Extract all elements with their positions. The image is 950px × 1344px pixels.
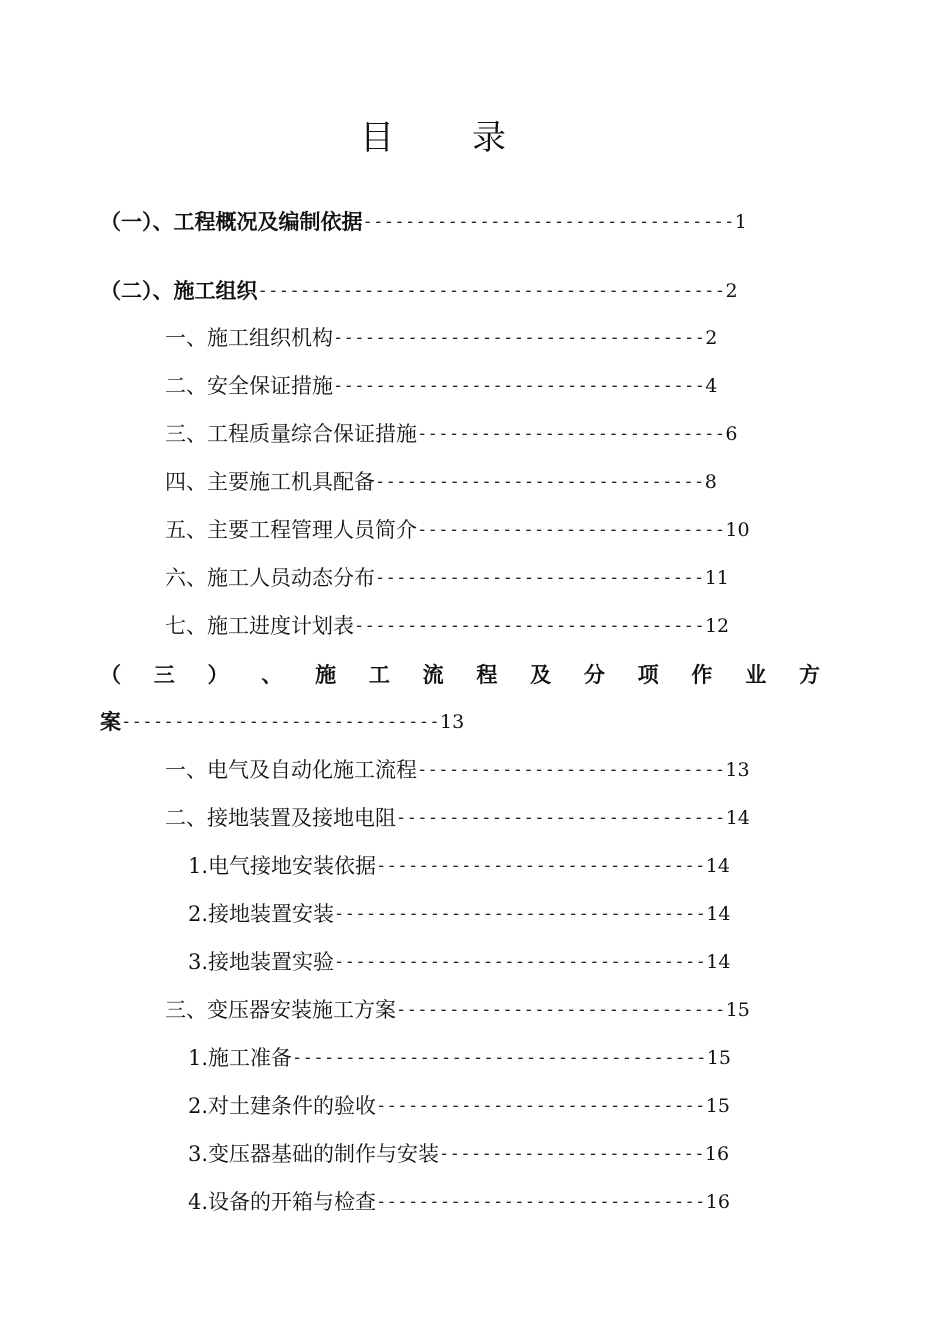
toc-page-number: 15 [705, 1095, 730, 1117]
toc-page-number: 10 [725, 519, 750, 541]
heading-char: 项 [637, 663, 659, 687]
toc-entry-3-3[interactable] [165, 995, 835, 1025]
toc-entry-2-5[interactable] [165, 515, 835, 545]
toc-leader: ----------------------------- [417, 760, 726, 780]
toc-leader: --------------------------------------- [292, 1048, 707, 1068]
toc-page-number: 16 [704, 1143, 730, 1165]
toc-label: 案 [100, 710, 121, 734]
toc-label: 1.电气接地安装依据 [188, 854, 377, 878]
toc-label: 1.施工准备 [188, 1046, 293, 1070]
toc-label: 4.设备的开箱与检查 [188, 1190, 377, 1214]
toc-leader: ------------------------- [439, 1144, 705, 1164]
toc-entry-section-2[interactable] [100, 276, 820, 306]
title-char-1: 目 [360, 118, 394, 158]
heading-char: 方 [798, 663, 820, 687]
toc-label: 3.接地装置实验 [188, 950, 335, 974]
toc-entry-2-7[interactable] [165, 611, 835, 641]
toc-label: 六、施工人员动态分布 [165, 566, 375, 590]
toc-label: 2.接地装置安装 [188, 902, 335, 926]
toc-page-number: 15 [706, 1047, 731, 1069]
toc-label: 二、接地装置及接地电阻 [165, 806, 396, 830]
heading-char: 、 [261, 663, 283, 687]
title-char-2: 录 [472, 118, 506, 158]
toc-label: 三、变压器安装施工方案 [165, 998, 396, 1022]
toc-page-number: 15 [725, 999, 750, 1021]
toc-entry-3-2-2[interactable] [188, 899, 835, 929]
toc-leader: ------------------------------- [375, 472, 705, 492]
heading-char: 程 [476, 663, 498, 687]
toc-entry-3-3-2[interactable] [188, 1091, 835, 1121]
toc-entry-2-4[interactable] [165, 467, 825, 497]
toc-entry-3-2-1[interactable] [188, 851, 835, 881]
toc-leader: ------------------------------ [121, 712, 441, 732]
toc-label: 四、主要施工机具配备 [165, 470, 375, 494]
page-title [360, 118, 540, 158]
toc-entry-2-6[interactable] [165, 563, 835, 593]
toc-page-number: 6 [725, 423, 738, 445]
toc-leader: ----------------------------------- [334, 904, 707, 924]
heading-char: 分 [583, 663, 605, 687]
toc-entry-section-1[interactable] [100, 207, 820, 237]
toc-label: 三、工程质量综合保证措施 [165, 422, 417, 446]
toc-page-number: 13 [725, 759, 750, 781]
heading-char: 三 [153, 663, 175, 687]
toc-entry-section-3-line2[interactable] [100, 707, 600, 737]
heading-char: 施 [315, 663, 337, 687]
heading-char: ） [207, 663, 229, 687]
toc-leader: --------------------------------- [354, 616, 705, 636]
toc-label: 2.对土建条件的验收 [188, 1094, 377, 1118]
toc-page-number: 14 [725, 807, 750, 829]
heading-char: 及 [530, 663, 552, 687]
toc-label: 七、施工进度计划表 [165, 614, 354, 638]
toc-page-number: 16 [705, 1191, 730, 1213]
heading-char: 作 [691, 663, 713, 687]
toc-leader: ----------------------------------- [333, 328, 706, 348]
toc-leader: ------------------------------- [396, 1000, 726, 1020]
toc-leader: ----------------------------------- [333, 376, 706, 396]
toc-entry-3-3-1[interactable] [188, 1043, 835, 1073]
toc-label: 二、安全保证措施 [165, 374, 333, 398]
toc-entry-2-1[interactable] [165, 323, 825, 353]
toc-entry-3-3-3[interactable] [188, 1139, 835, 1169]
toc-entry-2-2[interactable] [165, 371, 825, 401]
toc-leader: ------------------------------- [376, 856, 706, 876]
toc-label: （二）、施工组织 [100, 279, 258, 303]
toc-leader: ------------------------------- [375, 568, 705, 588]
toc-page-number: 2 [705, 327, 718, 349]
toc-page-number: 11 [704, 567, 729, 589]
heading-char: 流 [422, 663, 444, 687]
toc-page-number: 14 [706, 951, 731, 973]
toc-entry-3-2[interactable] [165, 803, 835, 833]
toc-label: 一、施工组织机构 [165, 326, 333, 350]
toc-entry-2-3[interactable] [165, 419, 835, 449]
heading-char: 工 [368, 663, 390, 687]
toc-entry-3-2-3[interactable] [188, 947, 835, 977]
toc-page-number: 13 [440, 711, 465, 733]
toc-leader: ------------------------------- [376, 1096, 706, 1116]
toc-page-number: 4 [705, 375, 718, 397]
toc-label: 五、主要工程管理人员简介 [165, 518, 417, 542]
toc-entry-3-1[interactable] [165, 755, 835, 785]
toc-page-number: 8 [704, 471, 717, 493]
toc-label: 一、电气及自动化施工流程 [165, 758, 417, 782]
toc-label: 3.变压器基础的制作与安装 [188, 1142, 440, 1166]
heading-char: （ [100, 663, 121, 687]
toc-leader: ------------------------------- [396, 808, 726, 828]
toc-leader: ----------------------------- [417, 520, 726, 540]
toc-leader: ------------------------------- [376, 1192, 706, 1212]
toc-page-number: 14 [705, 855, 730, 877]
toc-entry-3-3-4[interactable] [188, 1187, 835, 1217]
heading-char: 业 [745, 663, 767, 687]
toc-page-number: 1 [734, 211, 747, 233]
toc-leader: ----------------------------- [417, 424, 726, 444]
toc-page-number: 14 [706, 903, 731, 925]
toc-leader: ----------------------------------- [334, 952, 707, 972]
toc-leader: ----------------------------------- [362, 212, 735, 232]
toc-entry-section-3-line1[interactable] [100, 660, 820, 690]
toc-label: （一）、工程概况及编制依据 [100, 210, 363, 234]
toc-page-number: 12 [704, 615, 730, 637]
toc-page-number: 2 [725, 280, 738, 302]
toc-leader: -------------------------------------------- [257, 281, 726, 301]
